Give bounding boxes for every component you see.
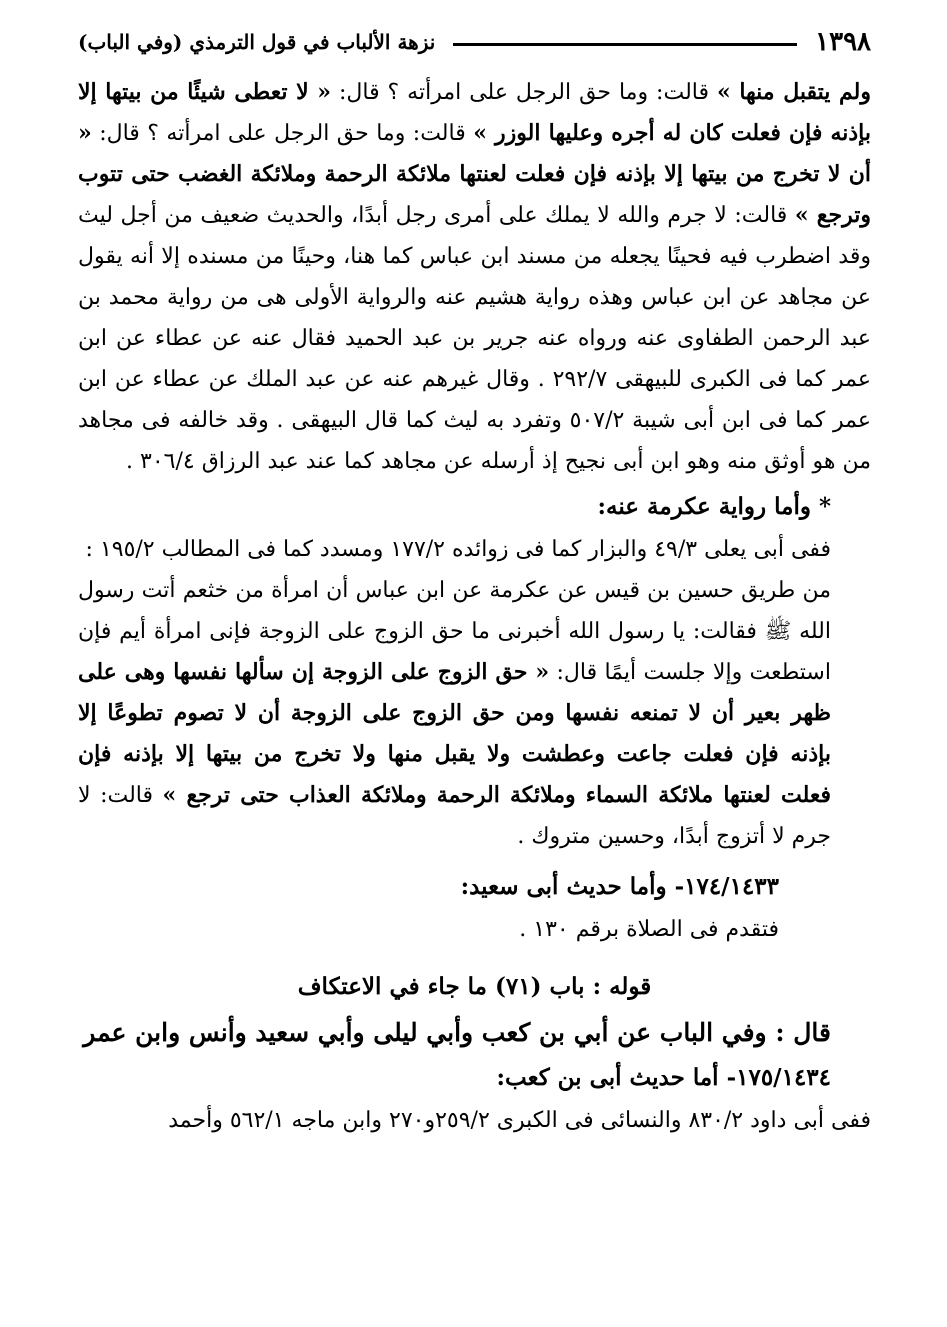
chapter-statement: قال : وفي الباب عن أبي بن كعب وأبي ليلى وأبي سعيد وأنس وابن عمر: [83, 1018, 831, 1047]
hadith-text: « حق الزوج على الزوجة إن سألها نفسها وهى على ظهر بعير أن لا تمنعه نفسها ومن حق الزوج على الزوجة أن لا تصوم تطوعًا إلا بإذنه فإن فعلت جاعت وعطشت ولا يقبل منها ولا تخرج من بيتها إلا بإذنه فإن فعلت لعنتها ملائكة السماء وملائكة الرحمة وملائكة العذاب حتى ترجع »: [78, 659, 831, 808]
commentary-text: قالت: لا جرم والله لا يملك على أمرى رجل أبدًا، والحديث ضعيف من أجل ليث وقد اضطرب فيه فحينًا يجعله من مسند ابن عباس كما هنا، وحينًا من مسنده إلا أنه يقول عن مجاهد عن ابن عباس وهذه رواية هشيم عنه والرواية الأولى هى من رواية محمد بن عبد الرحمن الطفاوى عنه ورواه عنه جرير بن عبد الحميد فقال عنه عن عطاء عن ابن عمر كما فى الكبرى للبيهقى ٢٩٢/٧ . وقال غيرهم عنه عن عبد الملك عن عطاء عن ابن عمر كما فى ابن أبى شيبة ٥٠٧/٢ وتفرد به ليث كما قال البيهقى . وقد خالفه فى مجاهد من هو أوثق منه وهو ابن أبى نجيح إذ أرسله عن مجاهد كما عند عبد الرزاق ٣٠٦/٤ .: [78, 203, 871, 474]
abu-said-text: فتقدم فى الصلاة برقم ١٣٠ .: [519, 917, 779, 942]
abu-said-heading: ١٧٤/١٤٣٣- وأما حديث أبى سعيد:: [460, 873, 779, 900]
ubayy-text: ففى أبى داود ٨٣٠/٢ والنسائى فى الكبرى ٢٥٩/٢و٢٧٠ وابن ماجه ٥٦٢/١ وأحمد: [168, 1108, 871, 1133]
page-number: ١٣٩٨: [815, 27, 871, 57]
running-title: نزهة الألباب في قول الترمذي (وفي الباب): [78, 30, 436, 54]
commentary-text: من طريق حسين بن قيس عن عكرمة عن ابن عباس أن امرأة من خثعم أتت رسول الله ﷺ فقالت: يا رسول الله أخبرنى ما حق الزوج على الزوجة فإنى امرأة أيم فإن استطعت وإلا جلست أيمًا قال:: [78, 578, 831, 685]
paragraph-sources: ففى أبى يعلى ٤٩/٣ والبزار كما فى زوائده ١٧٧/٢ ومسدد كما فى المطالب ١٩٥/٢ :: [85, 537, 831, 562]
commentary-text: قالت: وما حق الرجل على امرأته ؟ قال:: [331, 80, 717, 105]
page-header: [78, 24, 871, 60]
hadith-text: ولم يتقبل منها »: [716, 79, 871, 105]
page-body: [78, 72, 871, 1141]
header-rule: [453, 43, 797, 46]
section-heading-ikrima: * وأما رواية عكرمة عنه:: [597, 493, 831, 520]
hadith-text: « لا تعطى شيئًا من بيتها إلا بإذنه فإن فعلت كان له أجره وعليها الوزر »: [78, 79, 872, 146]
commentary-text: قالت: وما حق الرجل على امرأته ؟ قال:: [91, 121, 474, 146]
paragraph-layth: [78, 72, 871, 482]
paragraph-khathaam: [78, 570, 871, 857]
commentary-text: قالت: لا جرم لا أتزوج أبدًا، وحسين متروك .: [78, 783, 831, 849]
hadith-text: « أن لا تخرج من بيتها إلا بإذنه فإن فعلت لعنتها ملائكة الرحمة وملائكة الغضب حتى تتوب وترجع »: [78, 120, 871, 228]
chapter-heading: قوله : باب (٧١) ما جاء في الاعتكاف: [297, 973, 652, 1000]
ubayy-heading: ١٧٥/١٤٣٤- أما حديث أبى بن كعب:: [496, 1064, 831, 1091]
